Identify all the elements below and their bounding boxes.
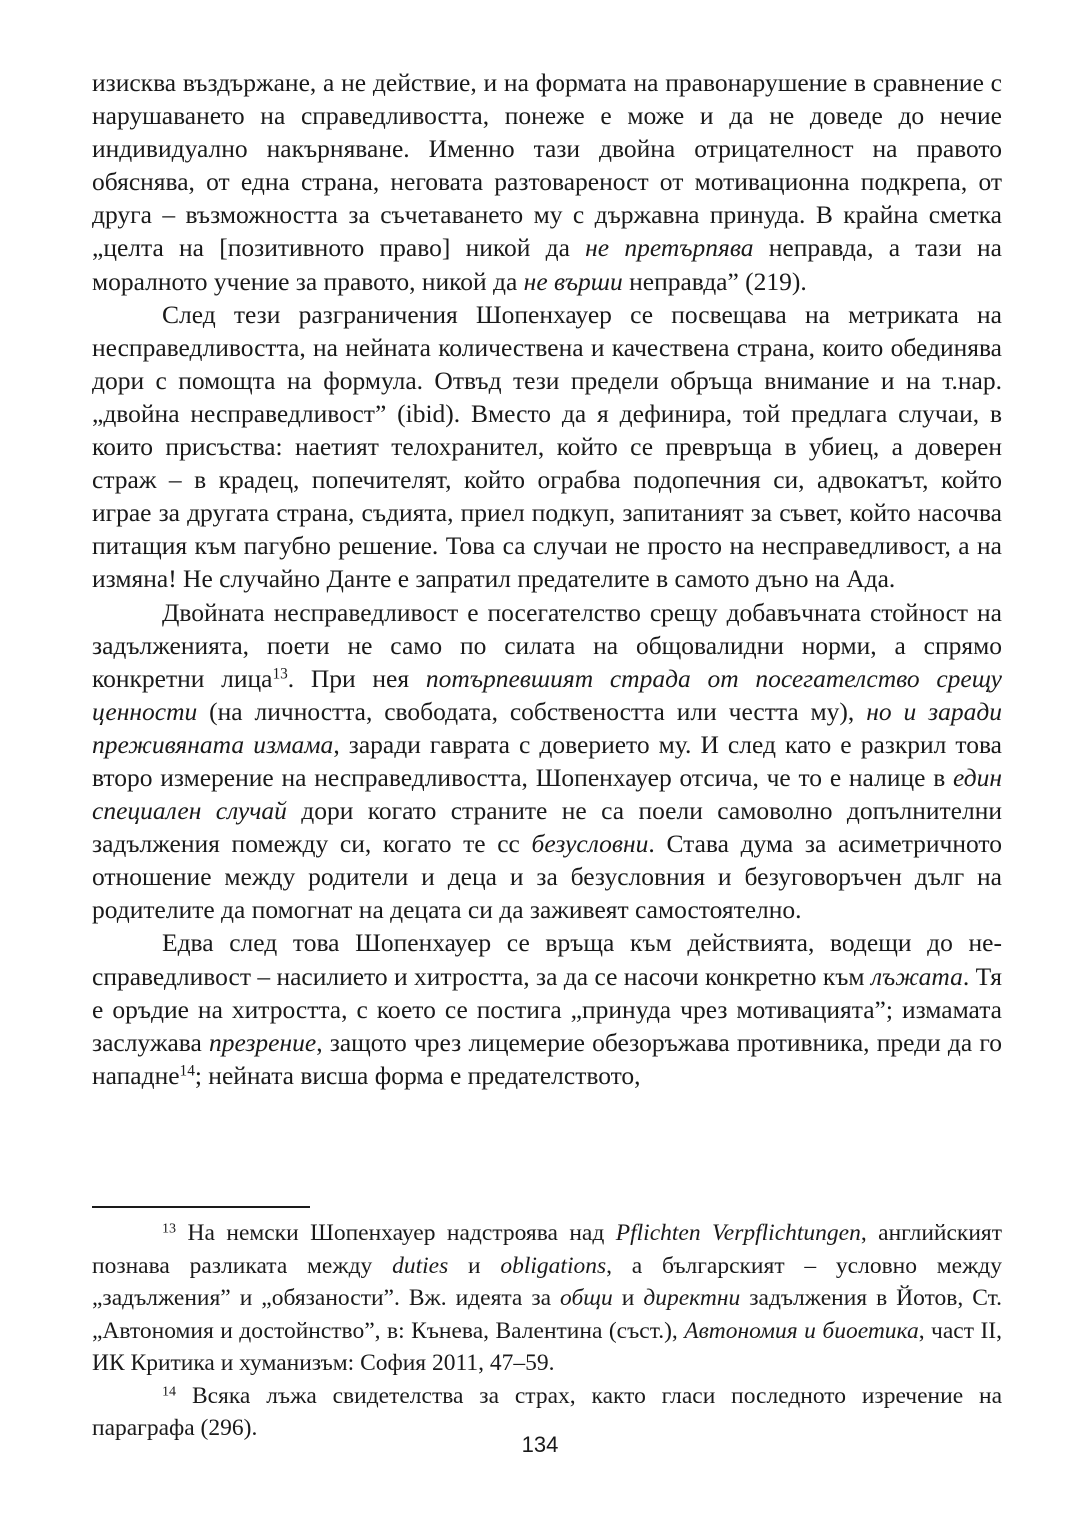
- text-run: , защото чрез лицемерие обезоръжава противника, преди да го нападне: [92, 1027, 1002, 1090]
- italic-text: общи: [560, 1285, 613, 1311]
- text-run: неправда, а тази на моралното учение за правото, никой да: [92, 233, 1002, 296]
- italic-text: един специален случай: [92, 762, 1002, 826]
- text-run: , заради гаврата с доверието му. И след като е разкрил това второ измерение на несправедливостта, Шопенхауер отсича, че то е налице в: [92, 729, 1002, 792]
- page-number: 134: [521, 1432, 559, 1457]
- text-run: Всяка лъжа свидетелства за страх, както гласи последното изречение на параграфа (296).: [92, 1382, 1002, 1441]
- italic-text: Pflichten Verpflichtungen: [615, 1220, 861, 1246]
- italic-text: не върши: [523, 266, 623, 296]
- italic-text: безусловни: [531, 829, 649, 859]
- text-run: (на личността, свободата, собствеността или честта му),: [197, 696, 867, 726]
- text-run: и: [612, 1285, 644, 1311]
- footnote-reference: 14: [179, 1062, 195, 1080]
- text-run: На немски Шопенхауер надстроява над: [176, 1220, 616, 1246]
- footnote-number: 13: [162, 1220, 177, 1237]
- text-run: , а българският – условно между „задължения” и „обязаности”. Вж. идеята за: [92, 1252, 1003, 1311]
- italic-text: Автономия и биоетика: [684, 1317, 919, 1344]
- paragraph: [92, 298, 1002, 596]
- text-run: изисква въздържане, а не действие, и на формата на правонарушение в сравнение с нарушаването на справедливостта, понеже е може и да не доведе до нечие индивидуално накърняване. Именно тази двойна отрицателност на правото обяснява, от една страна, неговата разтовареност от мотивационна подкрепа, от друга – възможността за съчетаването му с държавна принуда. В крайна сметка „целта на [позитивното право] никой да: [92, 68, 1002, 263]
- italic-text: презрение: [209, 1027, 317, 1057]
- italic-text: потърпевшият страда от посегателство срещу ценности: [92, 663, 1002, 726]
- text-run: . Тя е оръдие на хитростта, с което се постига „принуда чрез мотивацията”; измамата заслужава: [92, 961, 1002, 1057]
- paragraph: [92, 66, 1002, 298]
- text-run: неправда” (219).: [622, 266, 807, 296]
- italic-text: не претърпява: [585, 233, 754, 263]
- footnote-reference: 13: [272, 665, 288, 683]
- italic-text: duties: [392, 1252, 449, 1279]
- text-run: Двойната несправедливост е посегателство срещу добавъчната стойност на задълженията, поети не само по силата на общовалидни норми, а спрямо конкретни лица: [92, 597, 1002, 693]
- footnote-number: 14: [162, 1382, 177, 1399]
- text-run: задължения в Йотов, Ст. „Автономия и достойнство”, в: Кънева, Валентина (съст.),: [92, 1285, 1002, 1344]
- footnote-separator: [92, 1206, 310, 1208]
- italic-text: лъжата: [870, 961, 963, 991]
- footnotes: [92, 1217, 1002, 1445]
- text-run: . Става дума за асиметричното отношение между родители и деца и за безусловния и безуговоръчен дълг на родителите да помогнат на децата си да заживеят самостоятелно.: [92, 829, 1002, 925]
- paragraph: [92, 596, 1002, 927]
- text-run: ; нейната висша форма е предателството,: [194, 1060, 641, 1090]
- paragraph: [92, 926, 1002, 1091]
- text-run: . При нея: [287, 663, 426, 693]
- text-run: , част II, ИК Критика и хуманизъм: София 2011, 47–59.: [92, 1317, 1002, 1376]
- text-run: Едва след това Шопенхауер се връща към действията, водещи до несправедливост – насилието и хитростта, за да се насочи конкретно към: [92, 928, 1002, 991]
- italic-text: но и заради преживяната измама: [92, 696, 1002, 759]
- main-text: [92, 66, 1002, 1092]
- italic-text: директни: [643, 1285, 741, 1311]
- text-run: След тези разграничения Шопенхауер се посвещава на метриката на несправедливостта, на нейната количествена и качествена страна, които обединява дори с помощта на формула. Отвъд тези предели обръща внимание и на т.нар. „двойна несправедливост” (ibid). Вместо да я дефинира, той предлага случаи, в които присъства: наетият телохранител, който се превръща в убиец, а доверен страж – в крадец, попечителят, който ограбва подопечния си, адвокатът, който играе за другата страна, съдията, приел подкуп, запитаният за съвет, който насочва питащия към пагубно решение. Това са случаи не просто на несправедливост, а на измяна! Не случайно Данте е запратил предателите в самото дъно на Ада.: [92, 299, 1002, 594]
- text-run: и: [448, 1252, 501, 1279]
- italic-text: obligations: [500, 1252, 607, 1279]
- footnote: [92, 1217, 1002, 1380]
- text-run: дори когато страните не са поели самоволно допълнителни задължения помежду си, когато те сс: [92, 796, 1002, 859]
- text-run: , английският познава разликата между: [92, 1220, 1002, 1279]
